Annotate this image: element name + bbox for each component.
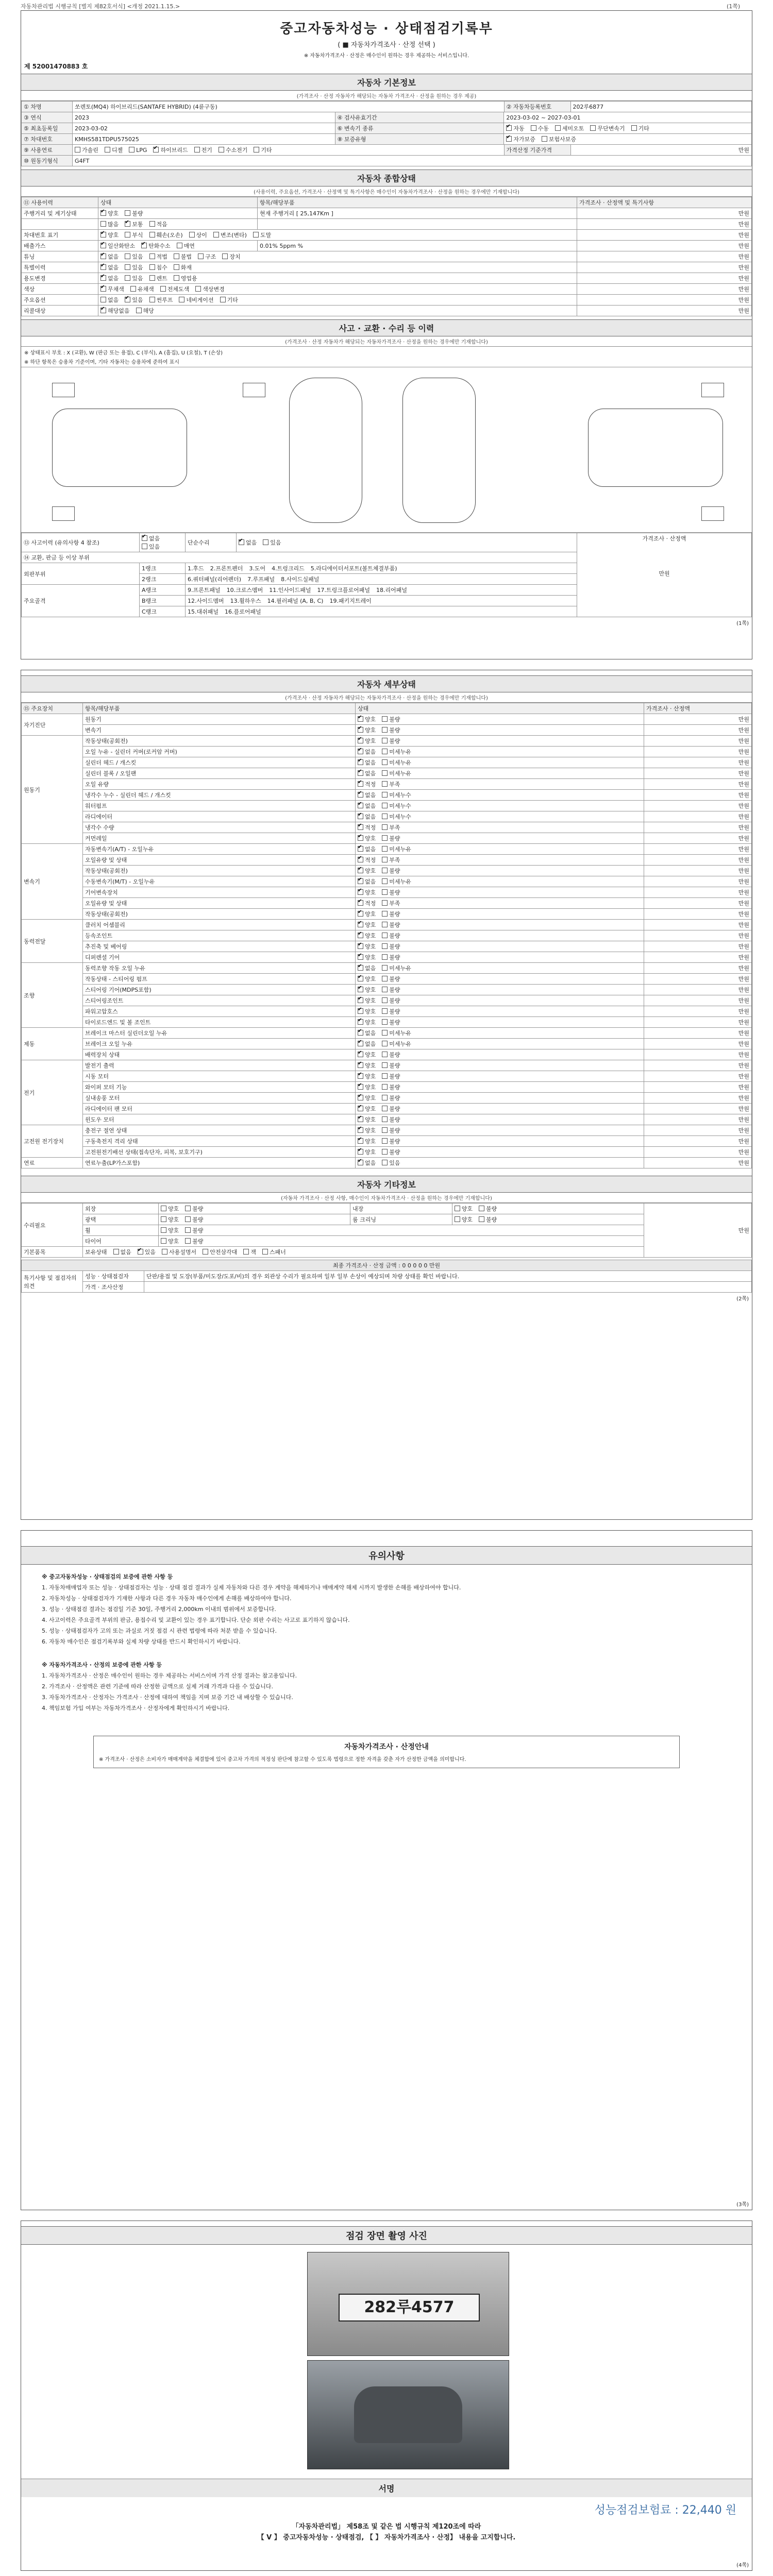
detail-item: 오일유량 및 상태 — [83, 898, 356, 909]
document-subtitle: ( ■ 자동차가격조사 · 산정 선택 ) — [338, 41, 435, 49]
accident-table: ⑬ 사고이력 (유의사항 4 참조) ✔없음있음 단순수리 ✔ 없음 있음 가격조사 · 산정액 만원 ⑭ 교환, 판금 등 이상 부위 외판부위 1랭크 1.후드 2.프론트펜더 3.도어 4.트렁크리드 5.라디에이터서포트(볼트체결부품) 2랭크 6.쿼터패널(리어펜더) 7.루프패널 8.사이드실패널 주요골격 A랭크 9.프론트패널 10.크로스멤버 11.인사이드패널 17.트렁크플로어패널 18.리어패널 B랭크 12.사이드멤버 13.휠하우스 14.필러패널 (A, B, C) 19.패키지트레이 C랭크 15.대쉬패널 16.플로어패널 — [21, 533, 752, 617]
exchange-label: ⑭ 교환, 판금 등 이상 부위 — [22, 552, 577, 563]
vehicle-photo — [307, 2360, 509, 2469]
inspection-value: 2023-03-02 ~ 2027-03-01 — [504, 112, 752, 123]
detail-item: 커먼레일 — [83, 833, 356, 844]
summary-row: 용도변경 ✔ 없음 있음 렌트 영업용 만원 — [22, 273, 752, 284]
year-value: 2023 — [73, 112, 335, 123]
detail-row: 실내송풍 모터 ✔ 양호 불량 만원 — [22, 1093, 752, 1104]
detail-row: 제동 브레이크 마스터 실린더오일 누유 ✔ 없음 미세누유 만원 — [22, 1028, 752, 1039]
final-table: 최종 가격조사 · 산정 금액 : 0 0 0 0 0 만원 특기사항 및 점검자의 의견 성능 · 상태점검자 단판/용접 및 도장(부품/미도장/도포/비)의 경우 외관상 수리가 필요하며 일부 일부 손상이 예상되며 차량 상태를 확인 바랍니다. 가격 · 조사산정 — [21, 1260, 752, 1293]
summary-row: 특별이력 ✔ 없음 있음 침수 화재 만원 — [22, 262, 752, 273]
photo-heading: 점검 장면 촬영 사진 — [21, 2226, 752, 2245]
first-reg-value: 2023-03-02 — [73, 123, 335, 134]
other-heading: 자동차 기타정보 — [21, 1176, 752, 1193]
page-number: (1쪽) — [727, 3, 741, 10]
car-top-outline — [289, 378, 362, 523]
detail-item: 타이로드엔드 및 볼 조인트 — [83, 1017, 356, 1028]
page-1 — [21, 10, 752, 659]
detail-row: 작동상태 - 스티어링 펌프 ✔ 양호 불량 만원 — [22, 974, 752, 985]
reg-no-label: ② 자동차등록번호 — [504, 101, 570, 112]
detail-item: 오일유량 및 상태 — [83, 855, 356, 866]
detail-item: 브레이크 마스터 실린더오일 누유 — [83, 1028, 356, 1039]
price-basis-label: 가격산정 기준가격 — [504, 145, 570, 156]
repair-needed-label: 수리필요 — [22, 1204, 83, 1247]
car-side-left-outline — [52, 409, 187, 487]
detail-item: 실내송풍 모터 — [83, 1093, 356, 1104]
detail-row: 변속기 ✔ 양호 불량 만원 — [22, 725, 752, 736]
summary-row: 튜닝 ✔ 없음 있음 적법 불법 구조 장치 만원 — [22, 251, 752, 262]
summary-row: 차대번호 표기 ✔ 양호 부식 훼손(오손) 상이 변조(변타) 도말 만원 — [22, 230, 752, 241]
vehicle-shape — [354, 2386, 462, 2443]
summary-row: 배출가스 ✔ 일산화탄소✔ 탄화수소 매연 0.01% 5ppm % 만원 — [22, 241, 752, 251]
detail-item: 등속조인트 — [83, 930, 356, 941]
summary-note: (사용이력, 주요옵션, 가격조사 · 산정액 및 특기사항은 매수인이 자동차가격조사 · 산정을 원하는 경우에만 기재합니다) — [21, 187, 752, 197]
warranty-label: ⑧ 보증유형 — [335, 134, 504, 145]
detail-item: 윈도우 모터 — [83, 1114, 356, 1125]
detail-item: 브레이크 오일 누유 — [83, 1039, 356, 1049]
detail-row: 와이퍼 모터 기능 ✔ 양호 불량 만원 — [22, 1082, 752, 1093]
detail-row: 작동상태(공회전) ✔ 양호 불량 만원 — [22, 909, 752, 920]
price-basis-unit: 만원 — [570, 145, 751, 156]
detail-row: 배력장치 상태 ✔ 양호 불량 만원 — [22, 1049, 752, 1060]
detail-item: 와이퍼 모터 기능 — [83, 1082, 356, 1093]
detail-item: 스티어링 기어(MDPS포함) — [83, 985, 356, 995]
odometer-reading: 현재 주행거리 [ 25,147Km ] — [258, 208, 577, 219]
accident-note: (가격조사 · 산정 자동차가 해당되는 자동차가격조사 · 산정을 원하는 경우에만 기재합니다) — [21, 336, 752, 347]
document-title: 중고자동차성능 · 상태점검기록부 — [280, 21, 493, 37]
detail-row: 변속기 자동변속기(A/T) - 오일누유 ✔ 없음 미세누유 만원 — [22, 844, 752, 855]
outer-panel-label: 외판부위 — [22, 563, 140, 585]
detail-item: 실린더 헤드 / 개스킷 — [83, 757, 356, 768]
year-label: ③ 연식 — [22, 112, 73, 123]
fuel-options: 가솔린 디젤 LPG✔ 하이브리드 전기 수소전기 기타 — [73, 145, 505, 156]
detail-row: 스티어링조인트 ✔ 양호 불량 만원 — [22, 995, 752, 1006]
page-mark-4: (4쪽) — [736, 2563, 749, 2568]
motor-label: ⑩ 원동기형식 — [22, 156, 73, 166]
detail-item: 배력장치 상태 — [83, 1049, 356, 1060]
detail-item: 원동기 — [83, 714, 356, 725]
reg-no-value: 202루6877 — [570, 101, 751, 112]
summary-table — [21, 197, 752, 316]
detail-item: 자동변속기(A/T) - 오일누유 — [83, 844, 356, 855]
document-number: 제 52001470883 호 — [24, 63, 88, 70]
detail-group-label: 원동기 — [22, 736, 83, 844]
detail-item: 작동상태(공회전) — [83, 909, 356, 920]
car-name-label: ① 차명 — [22, 101, 73, 112]
detail-table: ⑮ 주요장치 항목/해당부품 상태 가격조사 · 산정액 자기진단 원동기 ✔ 양호 불량 만원 변속기 ✔ 양호 불량 만원 원동기 작동상태(공회전) ✔ 양호 불량 만원 오일 누유 - 실린더 커버(로커암 커버) ✔ 없음 미세누유 만원 실린더 헤드 / 개스킷 ✔ 없음 미세누유 만원 실린더 블록 / 오일팬 ✔ 없음 미세누유 만원 오일 유량 ✔ 적정 부족 만원 냉각수 누수 - 실린더 헤드 / 개스킷 ✔ 없음 미세누수 만원 워터펌프 ✔ 없음 미세누수 만원 라디에이터 ✔ 없음 미세누수 만원 냉각수 수량 ✔ 적정 부족 만원 커먼레일 ✔ 양호 불량 만원 변속기 자동변속기(A/T) - 오일누유 ✔ 없음 미세누유 만원 오일유량 및 상태 ✔ 적정 부족 만원 작동상태(공회전) ✔ 양호 불량 만원 수동변속기(M/T) - 오일누유 ✔ 없음 미세누유 만원 기어변속장치 ✔ 양호 불량 만원 오일유량 및 상태 ✔ 적정 부족 만원 작동상태(공회전) ✔ 양호 불량 만원 동력전달 클러치 어셈블리 ✔ 양호 불량 만원 등속조인트 ✔ 양호 불량 만원 추진축 및 베어링 ✔ 양호 불량 만원 디퍼렌셜 기어 ✔ 양호 불량 만원 조향 동력조향 작동 오일 누유 ✔ 없음 미세누유 만원 작동상태 - 스티어링 펌프 ✔ 양호 불량 만원 스티어링 기어(MDPS포함) ✔ 양호 불량 만원 스티어링조인트 ✔ 양호 불량 만원 파워고압호스 ✔ 양호 불량 만원 타이로드엔드 및 볼 조인트 ✔ 양호 불량 만원 제동 브레이크 마스터 실린더오일 누유 ✔ 없음 미세누유 만원 브레이크 오일 누유 ✔ 없음 미세누유 만원 배력장치 상태 ✔ 양호 불량 만원 전기 발전기 출력 ✔ 양호 불량 만원 시동 모터 ✔ 양호 불량 만원 와이퍼 모터 기능 ✔ 양호 불량 만원 실내송풍 모터 ✔ 양호 불량 만원 라디에이터 팬 모터 ✔ 양호 불량 만원 윈도우 모터 ✔ 양호 불량 만원 고전원 전기장치 충전구 절연 상태 ✔ 양호 불량 만원 구동축전지 격리 상태 ✔ 양호 불량 만원 고전원전기배선 상태(접속단자, 피복, 보호기구) ✔ 양호 불량 만원 연료 연료누출(LP가스포함) ✔ 없음 있음 만원 — [21, 703, 752, 1168]
page-4 — [21, 2221, 752, 2571]
detail-item: 오일 유량 — [83, 779, 356, 790]
summary-col-price: 가격조사 · 산정액 및 특기사항 — [577, 197, 752, 208]
page-3 — [21, 1530, 752, 2210]
summary-row: 주요옵션 없음✔ 있음 썬루프 네비게이션 기타 만원 — [22, 295, 752, 306]
basic-info-heading: 자동차 기본정보 — [21, 74, 752, 91]
detail-row: 조향 동력조향 작동 오일 누유 ✔ 없음 미세누유 만원 — [22, 963, 752, 974]
diagram-marker-box — [52, 383, 75, 397]
car-frame-outline — [402, 378, 476, 523]
detail-row: 라디에이터 ✔ 없음 미세누수 만원 — [22, 811, 752, 822]
detail-item: 디퍼렌셜 기어 — [83, 952, 356, 963]
notice-heading: 유의사항 — [21, 1546, 752, 1565]
simple-repair-label: 단순수리 — [186, 533, 237, 552]
detail-row: 파워고압호스 ✔ 양호 불량 만원 — [22, 1006, 752, 1017]
page-mark-2: (2쪽) — [736, 1296, 749, 1302]
motor-value: G4FT — [73, 156, 752, 166]
plate-photo — [307, 2252, 509, 2356]
summary-col-state: 상태 — [98, 197, 258, 208]
special-notes-label: 특기사항 및 점검자의 의견 — [22, 1271, 83, 1293]
signature-area — [21, 2479, 752, 2541]
detail-item: 라디에이터 팬 모터 — [83, 1104, 356, 1114]
signature-label: 서명 — [21, 2479, 752, 2497]
detail-row: 오일유량 및 상태 ✔ 적정 부족 만원 — [22, 855, 752, 866]
detail-row: 추진축 및 베어링 ✔ 양호 불량 만원 — [22, 941, 752, 952]
detail-item: 발전기 출력 — [83, 1060, 356, 1071]
detail-item: 라디에이터 — [83, 811, 356, 822]
detail-row: 윈도우 모터 ✔ 양호 불량 만원 — [22, 1114, 752, 1125]
document-subnote: ※ 자동차가격조사 · 산정은 매수인이 원하는 경우 제공하는 서비스입니다. — [304, 53, 469, 59]
detail-item: 구동축전지 격리 상태 — [83, 1136, 356, 1147]
detail-row: 냉각수 수량 ✔ 적정 부족 만원 — [22, 822, 752, 833]
detail-item: 시동 모터 — [83, 1071, 356, 1082]
detail-row: 스티어링 기어(MDPS포함) ✔ 양호 불량 만원 — [22, 985, 752, 995]
form-reference: 자동차관리법 시행규칙 [별지 제82호서식] <개정 2021.1.15.> — [21, 3, 180, 10]
detail-row: 오일 유량 ✔ 적정 부족 만원 — [22, 779, 752, 790]
fuel-label: ⑨ 사용연료 — [22, 145, 73, 156]
special-notes-text: 단판/용접 및 도장(부품/미도장/도포/비)의 경우 외관상 수리가 필요하며 일부 일부 손상이 예상되며 차량 상태를 확인 바랍니다. — [144, 1271, 752, 1282]
detail-group-label: 조향 — [22, 963, 83, 1028]
emission-values: 0.01% 5ppm % — [258, 241, 577, 251]
summary-heading: 자동차 종합상태 — [21, 170, 752, 187]
detail-row: 기어변속장치 ✔ 양호 불량 만원 — [22, 887, 752, 898]
detail-row: 디퍼렌셜 기어 ✔ 양호 불량 만원 — [22, 952, 752, 963]
detail-row: 작동상태(공회전) ✔ 양호 불량 만원 — [22, 866, 752, 876]
detail-item: 연료누출(LP가스포함) — [83, 1158, 356, 1168]
license-plate: 282루4577 — [339, 2294, 480, 2321]
detail-row: 원동기 작동상태(공회전) ✔ 양호 불량 만원 — [22, 736, 752, 747]
detail-item: 클러치 어셈블리 — [83, 920, 356, 930]
detail-item: 냉각수 수량 — [83, 822, 356, 833]
footer-line-1: 「자동차관리법」 제58조 및 같은 법 시행규칙 제120조에 따라 — [292, 2523, 481, 2531]
notice-body: ※ 중고자동차성능 · 상태점검의 보증에 관한 사항 등 1. 자동차매매업자 또는 성능 · 상태점검자는 성능 · 상태 점검 결과가 실제 자동차와 다른 경우 계약을 해제하거나 매매계약 해제 시까지 발생한 손해를 배상하여야 합니다. 2. 자동차성능 · 상태점검자가 기재한 사항과 다른 경우 자동차 매수인에게 손해를 배상하여야 합니다. 3. 성능 · 상태점검 결과는 점검일 기준 30일, 주행거리 2,000km 이내의 범위에서 보증합니다. 4. 사고이력은 주요골격 부위의 판금, 용접수리 및 교환이 있는 경우 표기합니다. 단순 외판 수리는 사고로 표기하지 않습니다. 5. 성능 · 상태점검자가 고의 또는 과실로 거짓 점검 시 관련 법령에 따라 처분 받을 수 있습니다. 6. 자동차 매수인은 점검기록부와 실제 차량 상태를 반드시 확인하시기 바랍니다. ※ 자동차가격조사 · 산정의 보증에 관한 사항 등 1. 자동차가격조사 · 산정은 매수인이 원하는 경우 제공하는 서비스이며 가격 산정 결과는 참고용입니다. 2. 가격조사 · 산정액은 관련 기준에 따라 산정한 금액으로 실제 거래 가격과 다를 수 있습니다. 3. 자동차가격조사 · 산정자는 가격조사 · 산정에 대하여 책임을 지며 보증 기간 내 배상할 수 있습니다. 4. 책임보험 가입 여부는 자동차가격조사 · 산정자에게 확인하시기 바랍니다. — [42, 1573, 461, 1711]
detail-item: 동력조향 작동 오일 누유 — [83, 963, 356, 974]
detail-row: 커먼레일 ✔ 양호 불량 만원 — [22, 833, 752, 844]
detail-row: 구동축전지 격리 상태 ✔ 양호 불량 만원 — [22, 1136, 752, 1147]
inspection-label: ④ 검사유효기간 — [335, 112, 504, 123]
detail-item: 수동변속기(M/T) - 오일누유 — [83, 876, 356, 887]
detail-item: 기어변속장치 — [83, 887, 356, 898]
detail-item: 작동상태(공회전) — [83, 866, 356, 876]
transmission-options: ✔ 자동 수동 세미오토 무단변속기 기타 — [504, 123, 752, 134]
detail-item: 변속기 — [83, 725, 356, 736]
vin-value: KMHS581TDPU575025 — [73, 134, 335, 145]
detail-item: 실린더 블록 / 오일팬 — [83, 768, 356, 779]
summary-row: 색상 ✔ 무채색 유채색 전체도색 색상변경 만원 — [22, 284, 752, 295]
detail-item: 파워고압호스 — [83, 1006, 356, 1017]
detail-item: 오일 누유 - 실린더 커버(로커암 커버) — [83, 747, 356, 757]
detail-row: 시동 모터 ✔ 양호 불량 만원 — [22, 1071, 752, 1082]
page-mark-3: (3쪽) — [736, 2202, 749, 2208]
accident-history-label: ⑬ 사고이력 (유의사항 4 참조) — [22, 533, 140, 552]
detail-item: 추진축 및 베어링 — [83, 941, 356, 952]
detail-row: 수동변속기(M/T) - 오일누유 ✔ 없음 미세누유 만원 — [22, 876, 752, 887]
frame-label: 주요골격 — [22, 585, 140, 617]
vin-label: ⑦ 차대번호 — [22, 134, 73, 145]
accident-legend: ※ 상태표시 부호 : X (교환), W (판금 또는 용접), C (부식), A (흠집), U (요철), T (손상) — [24, 350, 223, 356]
summary-row: 리콜대상 ✔ 해당없음 해당 만원 — [22, 306, 752, 316]
detail-item: 냉각수 누수 - 실린더 헤드 / 개스킷 — [83, 790, 356, 801]
detail-group-label: 전기 — [22, 1060, 83, 1125]
other-table: 수리필요 외장 양호 불량 내장 양호 불량 만원 광택 양호 불량 룸 크리닝 양호 불량 휠 양호 불량 타이어 양호 불량 기본품목 보유상태 없음✔ 있음 사용설명서 안전삼각대 잭 스패너 — [21, 1203, 752, 1258]
detail-item: 스티어링조인트 — [83, 995, 356, 1006]
summary-col-use: ⑪ 사용이력 — [22, 197, 98, 208]
detail-group-label: 자기진단 — [22, 714, 83, 736]
detail-row: 고전원전기배선 상태(접속단자, 피복, 보호기구) ✔ 양호 불량 만원 — [22, 1147, 752, 1158]
detail-row: 전기 발전기 출력 ✔ 양호 불량 만원 — [22, 1060, 752, 1071]
detail-item: 고전원전기배선 상태(접속단자, 피복, 보호기구) — [83, 1147, 356, 1158]
detail-group-label: 동력전달 — [22, 920, 83, 963]
car-side-right-outline — [588, 409, 723, 487]
diagram-marker-box — [701, 383, 724, 397]
detail-row: 오일유량 및 상태 ✔ 적정 부족 만원 — [22, 898, 752, 909]
warranty-options: ✔ 자가보증 보험사보증 — [504, 134, 752, 145]
accident-legend-2: ※ 하단 항목은 승용차 기준이며, 기타 자동차는 승용차에 준하여 표시 — [24, 360, 179, 365]
detail-group-label: 연료 — [22, 1158, 83, 1168]
detail-group-label: 변속기 — [22, 844, 83, 920]
detail-group-label: 제동 — [22, 1028, 83, 1060]
detail-item: 워터펌프 — [83, 801, 356, 811]
detail-row: 냉각수 누수 - 실린더 헤드 / 개스킷 ✔ 없음 미세누수 만원 — [22, 790, 752, 801]
summary-col-item: 항목/해당부품 — [258, 197, 577, 208]
diagram-marker-box — [52, 506, 75, 521]
transmission-label: ⑥ 변속기 종류 — [335, 123, 504, 134]
basic-items-label: 기본품목 — [22, 1247, 83, 1258]
car-name-value: 쏘렌토(MQ4) 하이브리드(SANTAFE HYBRID) (4륜구동) — [73, 101, 505, 112]
detail-row: 오일 누유 - 실린더 커버(로커암 커버) ✔ 없음 미세누유 만원 — [22, 747, 752, 757]
detail-row: 실린더 블록 / 오일팬 ✔ 없음 미세누유 만원 — [22, 768, 752, 779]
accident-heading: 사고 · 교환 · 수리 등 이력 — [21, 319, 752, 336]
detail-note: (가격조사 · 산정 자동차가 해당되는 자동차가격조사 · 산정을 원하는 경우에만 기재합니다) — [21, 692, 752, 703]
first-reg-label: ⑤ 최초등록일 — [22, 123, 73, 134]
basic-info-table — [21, 101, 752, 166]
footer-line-2: 【 V 】 중고자동차성능 · 상태점검, 【 】 자동차가격조사 · 산정】 내용을 고지합니다. — [257, 2534, 516, 2541]
diagram-marker-box — [243, 383, 265, 397]
basic-info-note: (가격조사 · 산정 자동차가 해당되는 자동차 가격조사 · 산정을 원하는 경우 제공) — [21, 91, 752, 101]
page-mark-1: (1쪽) — [736, 621, 749, 626]
final-amount-value: 0 0 0 0 0 만원 — [402, 1262, 441, 1269]
detail-row: 등속조인트 ✔ 양호 불량 만원 — [22, 930, 752, 941]
notice-box: 자동차가격조사 · 산정안내 ※ 가격조사 · 산정은 소비자가 매매계약을 체결함에 있어 중고차 가격의 적정성 판단에 참고할 수 있도록 법령으로 정한 자격을 갖춘 자가 산정한 금액을 의미합니다. — [93, 1736, 680, 1768]
car-diagram — [21, 367, 752, 533]
detail-row: 자기진단 원동기 ✔ 양호 불량 만원 — [22, 714, 752, 725]
detail-row: 고전원 전기장치 충전구 절연 상태 ✔ 양호 불량 만원 — [22, 1125, 752, 1136]
detail-heading: 자동차 세부상태 — [21, 675, 752, 692]
detail-item: 작동상태 - 스티어링 펌프 — [83, 974, 356, 985]
detail-row: 실린더 헤드 / 개스킷 ✔ 없음 미세누유 만원 — [22, 757, 752, 768]
detail-row: 동력전달 클러치 어셈블리 ✔ 양호 불량 만원 — [22, 920, 752, 930]
other-note: (자동차 가격조사 · 산정 사항, 매수인이 자동차가격조사 · 산정을 원하는 경우에만 기재합니다) — [21, 1193, 752, 1203]
detail-group-label: 고전원 전기장치 — [22, 1125, 83, 1158]
page-2 — [21, 670, 752, 1520]
detail-row: 타이로드엔드 및 볼 조인트 ✔ 양호 불량 만원 — [22, 1017, 752, 1028]
detail-row: 연료 연료누출(LP가스포함) ✔ 없음 있음 만원 — [22, 1158, 752, 1168]
detail-item: 충전구 절연 상태 — [83, 1125, 356, 1136]
summary-row: 주행거리 및 계기상태 ✔ 양호 불량 현재 주행거리 [ 25,147Km ] 만원 — [22, 208, 752, 219]
insurance-fee: 성능점검보험료 : 22,440 원 — [594, 2504, 736, 2517]
final-amount-label: 최종 가격조사 · 산정 금액 — [332, 1262, 397, 1269]
detail-item: 작동상태(공회전) — [83, 736, 356, 747]
summary-row: 많음✔ 보통 적음 만원 — [22, 219, 752, 230]
detail-row: 라디에이터 팬 모터 ✔ 양호 불량 만원 — [22, 1104, 752, 1114]
detail-row: 브레이크 오일 누유 ✔ 없음 미세누유 만원 — [22, 1039, 752, 1049]
diagram-marker-box — [701, 506, 724, 521]
detail-row: 워터펌프 ✔ 없음 미세누수 만원 — [22, 801, 752, 811]
